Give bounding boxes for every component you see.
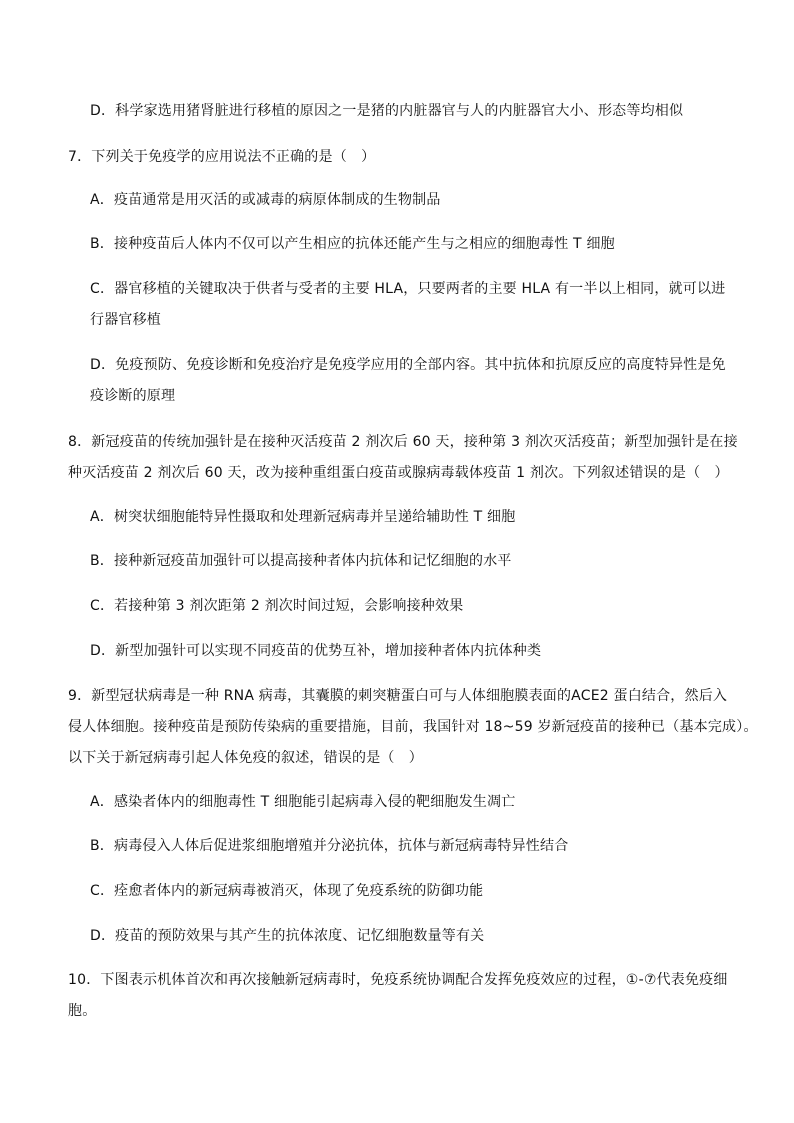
q8-option-c: C．若接种第 3 剂次距第 2 剂次时间过短，会影响接种效果 xyxy=(90,598,464,614)
q7-option-c-line1: C．器官移植的关键取决于供者与受者的主要 HLA，只要两者的主要 HLA 有一半以上相同，就可以进 xyxy=(90,281,726,297)
q7-option-a: A．疫苗通常是用灭活的或减毒的病原体制成的生物制品 xyxy=(90,192,441,208)
q6-option-d: D．科学家选用猪肾脏进行移植的原因之一是猪的内脏器官与人的内脏器官大小、形态等均相似 xyxy=(90,103,684,119)
q9-option-d: D．疫苗的预防效果与其产生的抗体浓度、记忆细胞数量等有关 xyxy=(90,928,485,944)
q8-option-b: B．接种新冠疫苗加强针可以提高接种者体内抗体和记忆细胞的水平 xyxy=(90,553,512,569)
q10-stem-line1: 10．下图表示机体首次和再次接触新冠病毒时，免疫系统协调配合发挥免疫效应的过程，①-⑦代表免疫细 xyxy=(68,972,728,988)
q9-stem-line2: 侵人体细胞。接种疫苗是预防传染病的重要措施，目前，我国针对 18~59 岁新冠疫苗的接种已（基本完成）。 xyxy=(68,719,758,735)
q8-option-d: D．新型加强针可以实现不同疫苗的优势互补，增加接种者体内抗体种类 xyxy=(90,643,542,659)
q7-option-c-line2: 行器官移植 xyxy=(90,312,161,328)
q8-stem-line2: 种灭活疫苗 2 剂次后 60 天，改为接种重组蛋白疫苗或腺病毒载体疫苗 1 剂次。下列叙述错误的是（ ） xyxy=(68,465,729,481)
q8-option-a: A．树突状细胞能特异性摄取和处理新冠病毒并呈递给辅助性 T 细胞 xyxy=(90,509,516,525)
q9-stem-line3: 以下关于新冠病毒引起人体免疫的叙述，错误的是（ ） xyxy=(68,750,423,766)
q7-option-d-line1: D．免疫预防、免疫诊断和免疫治疗是免疫学应用的全部内容。其中抗体和抗原反应的高度特异性是免 xyxy=(90,357,726,373)
q9-option-c: C．痊愈者体内的新冠病毒被消灭，体现了免疫系统的防御功能 xyxy=(90,883,484,899)
q7-option-b: B．接种疫苗后人体内不仅可以产生相应的抗体还能产生与之相应的细胞毒性 T 细胞 xyxy=(90,236,615,252)
q9-stem-line1: 9．新型冠状病毒是一种 RNA 病毒，其囊膜的刺突糖蛋白可与人体细胞膜表面的ACE2 蛋白结合，然后入 xyxy=(68,688,728,704)
q8-stem-line1: 8．新冠疫苗的传统加强针是在接种灭活疫苗 2 剂次后 60 天，接种第 3 剂次灭活疫苗；新型加强针是在接 xyxy=(68,434,738,450)
q10-stem-line2: 胞。 xyxy=(68,1003,97,1019)
q7-stem: 7．下列关于免疫学的应用说法不正确的是（ ） xyxy=(68,149,376,165)
q9-option-a: A．感染者体内的细胞毒性 T 细胞能引起病毒入侵的靶细胞发生凋亡 xyxy=(90,794,516,810)
q9-option-b: B．病毒侵入人体后促进浆细胞增殖并分泌抗体，抗体与新冠病毒特异性结合 xyxy=(90,838,569,854)
q7-option-d-line2: 疫诊断的原理 xyxy=(90,388,176,404)
